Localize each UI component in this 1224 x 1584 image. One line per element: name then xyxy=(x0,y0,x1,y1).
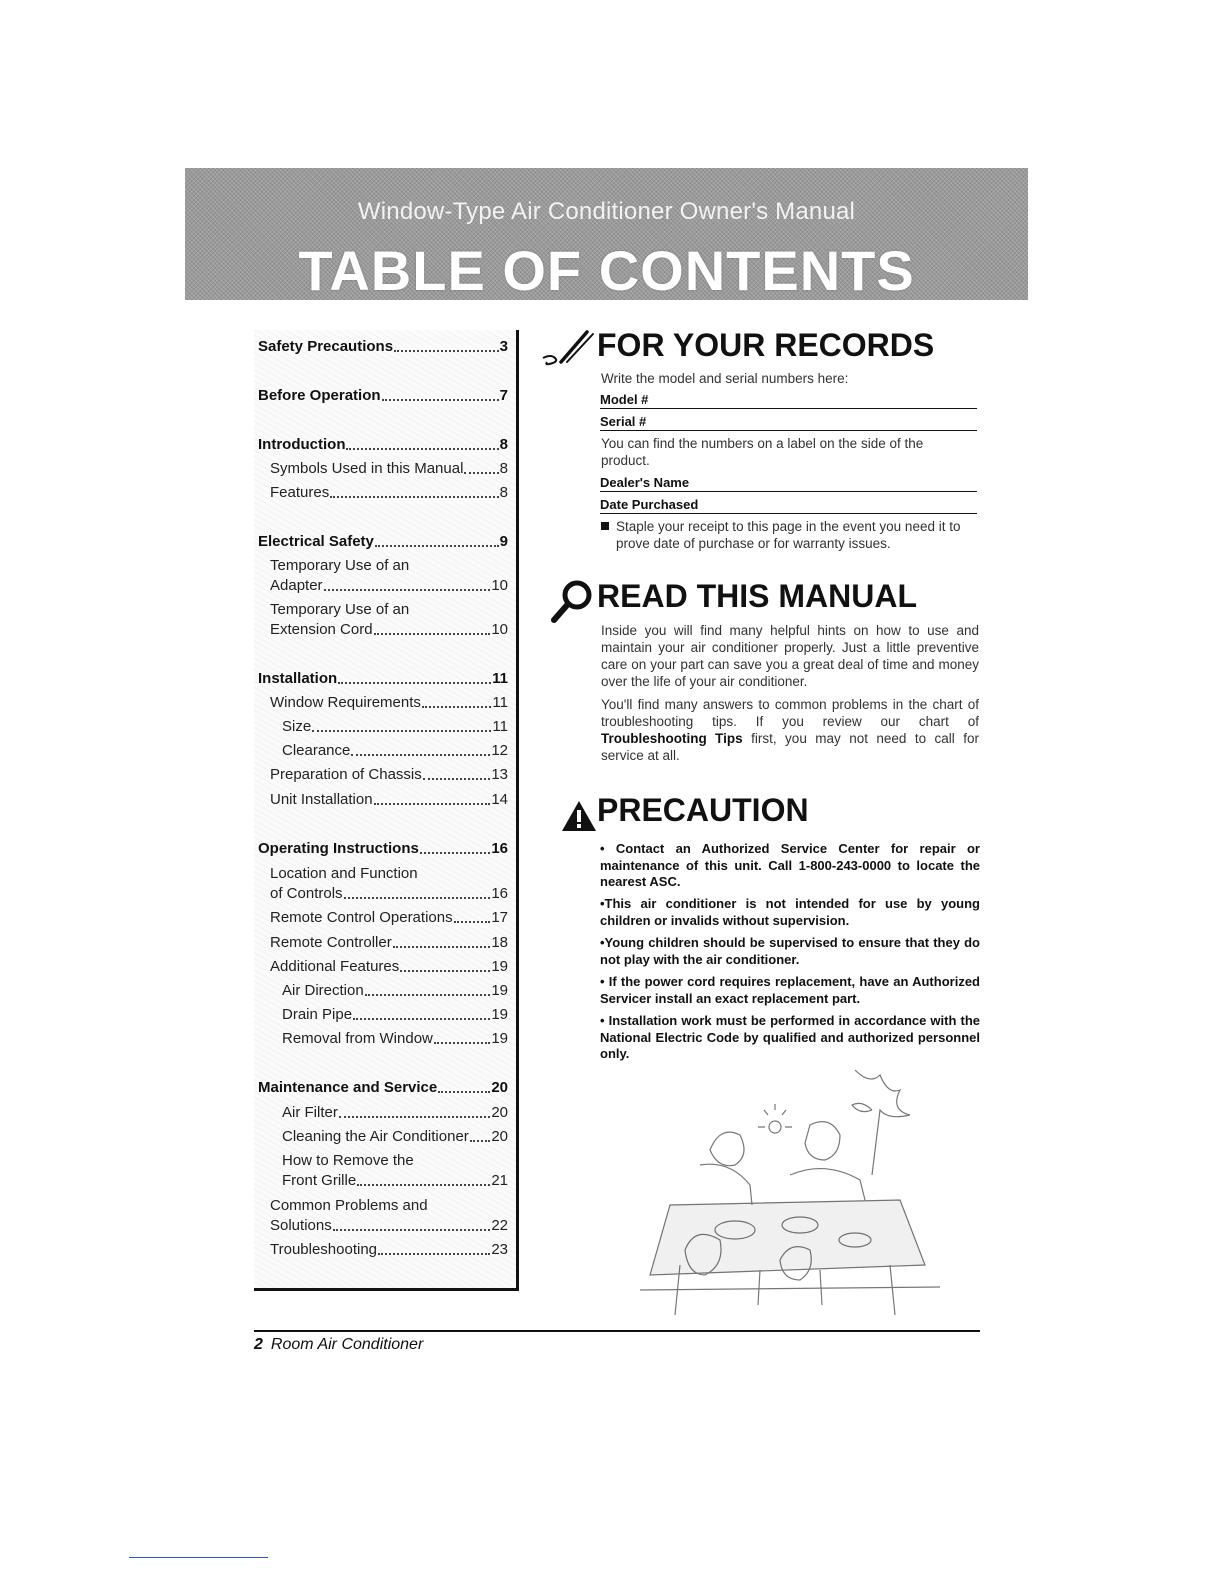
toc-label: Troubleshooting xyxy=(270,1241,378,1258)
toc-label: Air Filter xyxy=(282,1104,338,1121)
toc-page: 11 xyxy=(492,694,508,711)
page-number: 2 xyxy=(254,1336,263,1353)
toc-item-air-filter[interactable] xyxy=(282,1104,508,1121)
header-banner xyxy=(185,168,1028,300)
toc-label: Electrical Safety xyxy=(258,533,374,550)
page-title: TABLE OF CONTENTS xyxy=(298,239,915,302)
toc-item-location-line1: Location and Function xyxy=(270,865,418,882)
toc-label: Preparation of Chassis xyxy=(270,766,422,783)
toc-item-air-direction[interactable] xyxy=(282,982,508,999)
toc-label: Size xyxy=(282,718,312,735)
toc-item-remote-controller[interactable] xyxy=(270,934,508,951)
toc-label: Air Direction xyxy=(282,982,364,999)
toc-item-maintenance[interactable] xyxy=(258,1079,508,1096)
precaution-heading: PRECAUTION xyxy=(597,792,809,828)
toc-label: Symbols Used in this Manual xyxy=(270,460,464,477)
pen-icon xyxy=(541,328,597,370)
bottom-link-underline[interactable] xyxy=(129,1557,268,1558)
toc-page: 16 xyxy=(491,840,508,857)
precaution-item-3: •Young children should be supervised to ensure that they do not play with the air conditioner. xyxy=(600,935,980,967)
date-purchased-field[interactable]: Date Purchased xyxy=(600,497,977,514)
toc-item-troubleshooting[interactable] xyxy=(270,1241,508,1258)
toc-page: 21 xyxy=(491,1172,508,1189)
toc-item-chassis[interactable] xyxy=(270,766,508,783)
toc-label: Safety Precautions xyxy=(258,338,394,355)
toc-label: Drain Pipe xyxy=(282,1006,353,1023)
toc-item-temp-adapter-line1: Temporary Use of an xyxy=(270,557,410,574)
toc-page: 9 xyxy=(499,533,508,550)
toc-page: 8 xyxy=(499,436,508,453)
toc-item-clearance[interactable] xyxy=(282,742,508,759)
toc-item-common-line1: Common Problems and xyxy=(270,1197,428,1214)
records-intro: Write the model and serial numbers here: xyxy=(601,371,849,386)
toc-page: 10 xyxy=(491,621,508,638)
toc-label: of Controls xyxy=(270,885,343,902)
troubleshooting-tips-label: Troubleshooting Tips xyxy=(601,731,743,746)
toc-item-cleaning[interactable] xyxy=(282,1128,508,1145)
toc-item-remote-operations[interactable] xyxy=(270,909,508,926)
toc-page: 16 xyxy=(491,885,508,902)
toc-page: 20 xyxy=(491,1079,508,1096)
toc-page: 3 xyxy=(499,338,508,355)
toc-item-introduction[interactable] xyxy=(258,436,508,453)
toc-item-additional-features[interactable] xyxy=(270,958,508,975)
toc-item-operating-instructions[interactable] xyxy=(258,840,508,857)
records-find-text: You can find the numbers on a label on the side of the product. xyxy=(601,436,924,468)
dealer-field[interactable]: Dealer's Name xyxy=(600,475,977,492)
precaution-item-4: • If the power cord requires replacement, have an Authorized Servicer install an exact replacement part. xyxy=(600,974,980,1006)
toc-page: 13 xyxy=(491,766,508,783)
toc-page: 11 xyxy=(492,670,508,687)
toc-page: 19 xyxy=(491,1006,508,1023)
toc-label: Operating Instructions xyxy=(258,840,419,857)
read-manual-paragraph-1: Inside you will find many helpful hints on how to use and maintain your air conditioner properly. Just a little preventive care on your part can save you a great deal of time and money over the life of your air conditioner. xyxy=(601,623,979,689)
toc-item-drain-pipe[interactable] xyxy=(282,1006,508,1023)
toc-label: Before Operation xyxy=(258,387,381,404)
toc-page: 19 xyxy=(491,982,508,999)
toc-label: Window Requirements xyxy=(270,694,421,711)
toc-item-temp-adapter[interactable] xyxy=(270,577,508,594)
toc-page: 8 xyxy=(499,460,508,477)
toc-item-temp-extension[interactable] xyxy=(270,621,508,638)
toc-page: 7 xyxy=(499,387,508,404)
toc-page: 10 xyxy=(491,577,508,594)
toc-item-common-problems[interactable] xyxy=(270,1217,508,1234)
read-manual-heading: READ THIS MANUAL xyxy=(597,578,917,614)
toc-label: Extension Cord xyxy=(270,621,373,638)
toc-page: 14 xyxy=(491,791,508,808)
toc-item-removal-window[interactable] xyxy=(282,1030,508,1047)
manual-subtitle: Window-Type Air Conditioner Owner's Manual xyxy=(357,198,856,225)
table-of-contents xyxy=(254,330,519,1291)
toc-item-location-controls[interactable] xyxy=(270,885,508,902)
footer-rule xyxy=(254,1330,980,1332)
toc-label: Adapter xyxy=(270,577,323,594)
toc-item-symbols[interactable] xyxy=(270,460,508,477)
page-footer xyxy=(254,1336,423,1354)
read-manual-paragraph-2 xyxy=(601,696,979,764)
toc-label: Introduction xyxy=(258,436,346,453)
square-bullet xyxy=(601,522,609,530)
toc-label: Installation xyxy=(258,670,338,687)
read-text: You'll find many answers to common problems in the chart of troubleshooting tips. If you review our chart of xyxy=(601,697,979,729)
read-text: first, you may not need to call for service at all. xyxy=(601,731,979,763)
toc-item-window-requirements[interactable] xyxy=(270,694,508,711)
serial-field[interactable]: Serial # xyxy=(600,414,977,431)
toc-item-temp-ext-line1: Temporary Use of an xyxy=(270,601,410,618)
precaution-item-2: •This air conditioner is not intended for use by young children or invalids without supervision. xyxy=(600,896,980,928)
magnifier-icon xyxy=(549,578,595,624)
toc-label: Remote Control Operations xyxy=(270,909,453,926)
toc-label: Maintenance and Service xyxy=(258,1079,438,1096)
toc-label: Cleaning the Air Conditioner xyxy=(282,1128,469,1145)
toc-label: Clearance xyxy=(282,742,351,759)
records-staple-text: Staple your receipt to this page in the event you need it to prove date of purchase or for warranty issues. xyxy=(616,519,961,551)
toc-label: Unit Installation xyxy=(270,791,373,808)
toc-page: 8 xyxy=(499,484,508,501)
toc-page: 18 xyxy=(491,934,508,951)
toc-page: 23 xyxy=(491,1241,508,1258)
toc-item-features[interactable] xyxy=(270,484,508,501)
toc-page: 20 xyxy=(491,1128,508,1145)
toc-label: Remote Controller xyxy=(270,934,392,951)
toc-page: 19 xyxy=(491,1030,508,1047)
precaution-item-5: • Installation work must be performed in accordance with the National Electric Code by qualified and authorized personnel only. xyxy=(600,1013,980,1061)
toc-page: 19 xyxy=(491,958,508,975)
toc-label: Additional Features xyxy=(270,958,400,975)
toc-item-installation[interactable] xyxy=(258,670,508,687)
model-field[interactable]: Model # xyxy=(600,392,977,409)
toc-page: 22 xyxy=(491,1217,508,1234)
toc-label: Front Grille xyxy=(282,1172,357,1189)
toc-item-before-operation[interactable] xyxy=(258,387,508,404)
toc-label: Removal from Window xyxy=(282,1030,433,1047)
toc-page: 17 xyxy=(491,909,508,926)
toc-item-grille-line1: How to Remove the xyxy=(282,1152,414,1169)
family-picnic-illustration xyxy=(640,1065,940,1320)
toc-label: Features xyxy=(270,484,330,501)
precaution-item-1: • Contact an Authorized Service Center for repair or maintenance of this unit. Call 1-800-243-0000 to locate the nearest ASC. xyxy=(600,841,980,889)
toc-page: 12 xyxy=(491,742,508,759)
toc-label: Solutions xyxy=(270,1217,332,1234)
footer-title: Room Air Conditioner xyxy=(270,1336,424,1353)
toc-item-electrical-safety[interactable] xyxy=(258,533,508,550)
toc-item-unit-installation[interactable] xyxy=(270,791,508,808)
warning-icon xyxy=(561,800,597,832)
toc-item-front-grille[interactable] xyxy=(282,1172,508,1189)
toc-item-safety-precautions[interactable] xyxy=(258,338,508,355)
toc-page: 11 xyxy=(492,718,508,735)
records-heading: FOR YOUR RECORDS xyxy=(597,327,935,363)
toc-page: 20 xyxy=(491,1104,508,1121)
toc-item-size[interactable] xyxy=(282,718,508,735)
